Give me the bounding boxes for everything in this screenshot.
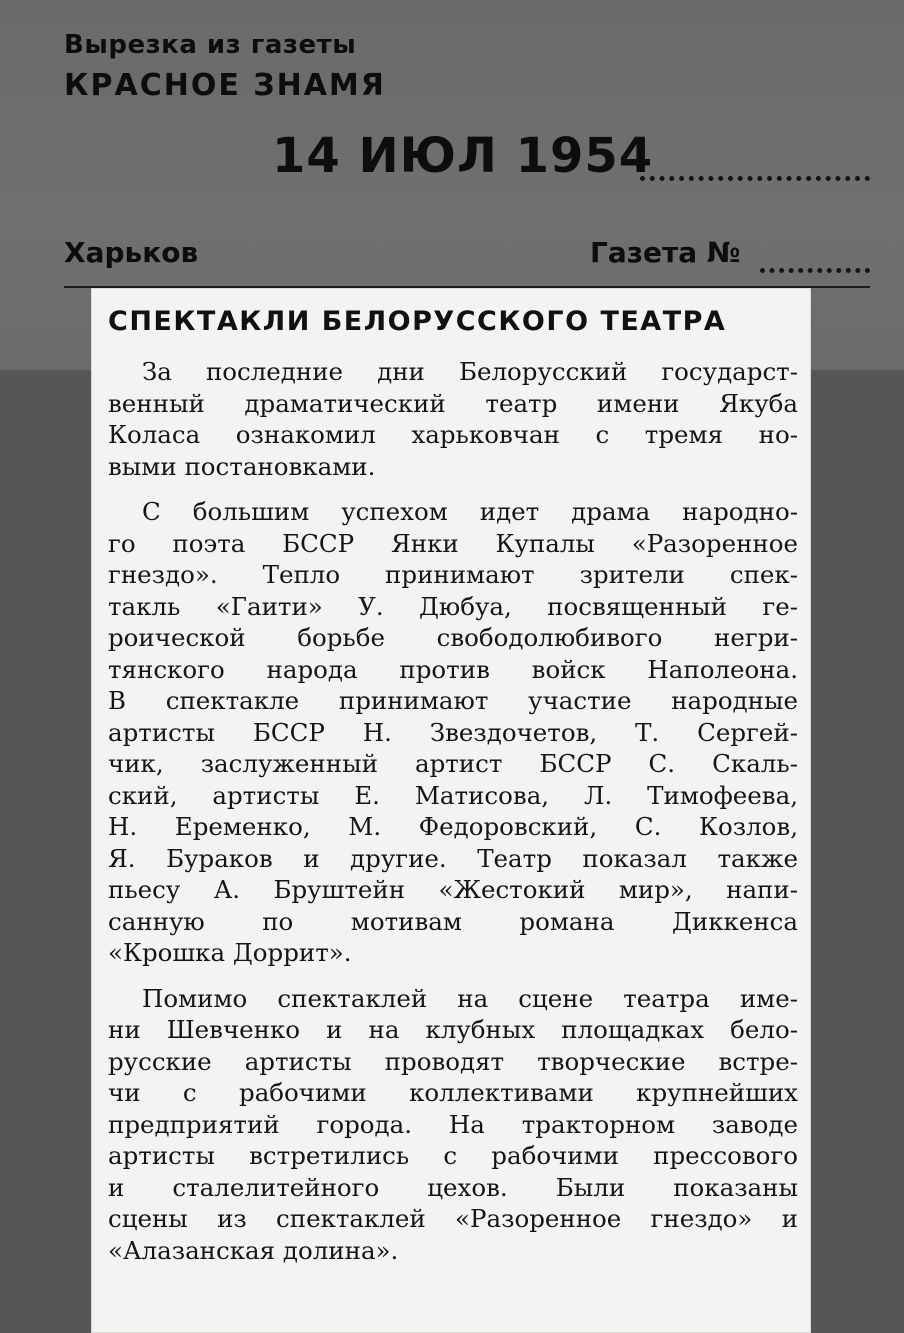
article-line: За последние дни Белорусский государст- [142,357,798,386]
gazeta-dotted-line [760,268,870,273]
article-line: С большим успехом идет драма народно- [142,497,798,526]
article-line: предприятий города. На тракторном заводе [108,1109,798,1139]
article-line: чи с рабочими коллективами крупнейших [108,1078,798,1107]
article-line: чик, заслуженный артист БССР С. Скаль- [108,749,798,778]
article-line: санную по мотивам романа Диккенса [108,906,798,936]
article-line: Помимо спектаклей на сцене театра име- [142,983,798,1013]
article-line: В спектакле принимают участие народные [108,686,798,715]
date-stamp: 14 ИЮЛ 1954 [272,128,654,184]
article-body [108,356,798,1280]
article-line: русские артисты проводят творческие встре- [108,1046,798,1076]
article-paragraph [108,356,798,482]
article-line: го поэта БССР Янки Купалы «Разоренное [108,528,798,558]
city-label: Харьков [64,236,199,269]
article-paragraph [108,983,798,1267]
article-headline: СПЕКТАКЛИ БЕЛОРУССКОГО ТЕАТРА [108,306,727,337]
article-line: Коласа ознакомил харьковчан с тремя но- [108,420,798,449]
article-line: гнездо». Тепло принимают зрители спек- [108,560,798,589]
article-line: артисты БССР Н. Звездочетов, Т. Сергей- [108,717,798,747]
article-line: венный драматический театр имени Якуба [108,388,798,418]
newspaper-clipping [91,288,811,1333]
article-line: такль «Гаити» У. Дюбуа, посвященный ге- [108,591,798,621]
article-line: артисты встретились с рабочими прессового [108,1141,798,1170]
newspaper-name: КРАСНОЕ ЗНАМЯ [64,68,386,103]
gazeta-number-label: Газета № [590,236,741,269]
article-line: «Крошка Доррит». [108,938,352,967]
article-line: роической борьбе свободолюбивого негри- [108,623,798,652]
article-line: выми постановками. [108,451,376,481]
date-dotted-line [640,176,870,181]
article-line: тянского народа против войск Наполеона. [108,654,798,684]
article-line: и сталелитейного цехов. Были показаны [108,1172,798,1202]
article-line: ни Шевченко и на клубных площадках бело- [108,1015,798,1044]
article-line: Н. Еременко, М. Федоровский, С. Козлов, [108,812,798,841]
article-line: Я. Бураков и другие. Театр показал также [108,843,798,873]
article-line: пьесу А. Бруштейн «Жестокий мир», напи- [108,875,798,904]
article-line: «Алазанская долина». [108,1235,399,1265]
article-line: ский, артисты Е. Матисова, Л. Тимофеева, [108,780,798,810]
article-line: сцены из спектаклей «Разоренное гнездо» и [108,1204,798,1233]
cut-label: Вырезка из газеты [64,30,357,60]
article-paragraph [108,496,798,969]
